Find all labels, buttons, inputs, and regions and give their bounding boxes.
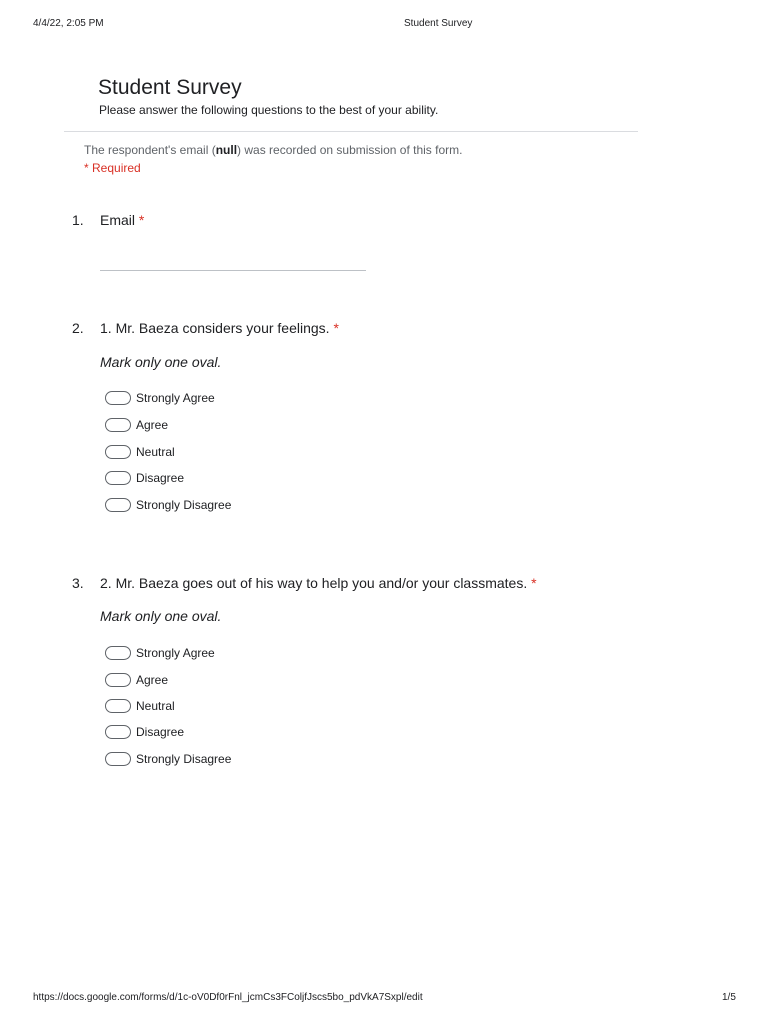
question-number: 2. [72, 320, 84, 336]
page-number: 1/5 [722, 992, 736, 1003]
option-label: Strongly Disagree [136, 498, 232, 512]
option-label: Neutral [136, 699, 175, 713]
radio-oval[interactable] [105, 699, 131, 713]
email-notice-value: null [215, 143, 238, 157]
required-star: * [138, 212, 145, 228]
radio-oval[interactable] [105, 391, 131, 405]
required-note: * Required [84, 161, 141, 175]
email-notice-suffix: ) was recorded on submission of this form. [237, 143, 463, 157]
required-star: * [531, 575, 537, 591]
radio-oval[interactable] [105, 646, 131, 660]
radio-option-strongly-disagree[interactable] [105, 750, 231, 768]
radio-option-disagree[interactable] [105, 723, 184, 741]
radio-option-agree[interactable] [105, 671, 168, 689]
question-title-email [100, 212, 144, 228]
question-title-feelings [100, 320, 339, 336]
option-label: Disagree [136, 471, 185, 485]
radio-option-neutral[interactable] [105, 443, 175, 461]
radio-oval[interactable] [105, 418, 131, 432]
radio-oval[interactable] [105, 725, 131, 739]
option-label: Disagree [136, 725, 185, 739]
radio-oval[interactable] [105, 673, 131, 687]
email-notice-prefix: The respondent's email ( [84, 143, 216, 157]
question-number: 3. [72, 575, 84, 591]
question-number: 1. [72, 212, 84, 228]
radio-oval[interactable] [105, 471, 131, 485]
email-answer-field[interactable] [100, 270, 366, 271]
print-header-title: Student Survey [404, 18, 473, 29]
email-notice [84, 143, 462, 157]
option-label: Agree [136, 673, 169, 687]
question-hint: Mark only one oval. [100, 354, 222, 370]
option-label: Strongly Disagree [136, 752, 232, 766]
radio-oval[interactable] [105, 445, 131, 459]
print-datetime: 4/4/22, 2:05 PM [33, 18, 104, 29]
radio-option-strongly-disagree[interactable] [105, 496, 231, 514]
radio-oval[interactable] [105, 498, 131, 512]
radio-option-strongly-agree[interactable] [105, 389, 215, 407]
question-text: Email [100, 212, 136, 228]
question-title-helps-classmates [100, 575, 537, 591]
question-text: 1. Mr. Baeza considers your feelings. [100, 320, 330, 336]
radio-oval[interactable] [105, 752, 131, 766]
option-label: Agree [136, 418, 169, 432]
option-label: Strongly Agree [136, 646, 215, 660]
option-label: Strongly Agree [136, 391, 215, 405]
option-label: Neutral [136, 445, 175, 459]
question-text: 2. Mr. Baeza goes out of his way to help you and/or your classmates. [100, 575, 528, 591]
question-hint: Mark only one oval. [100, 608, 222, 624]
form-title: Student Survey [98, 76, 242, 99]
radio-option-agree[interactable] [105, 416, 168, 434]
print-footer-url: https://docs.google.com/forms/d/1c-oV0Df0rFnl_jcmCs3FColjfJscs5bo_pdVkA7Sxpl/edit [33, 992, 423, 1003]
radio-option-disagree[interactable] [105, 469, 184, 487]
header-divider [64, 131, 638, 132]
form-description: Please answer the following questions to the best of your ability. [99, 103, 439, 117]
radio-option-neutral[interactable] [105, 697, 175, 715]
required-star: * [333, 320, 339, 336]
radio-option-strongly-agree[interactable] [105, 644, 215, 662]
